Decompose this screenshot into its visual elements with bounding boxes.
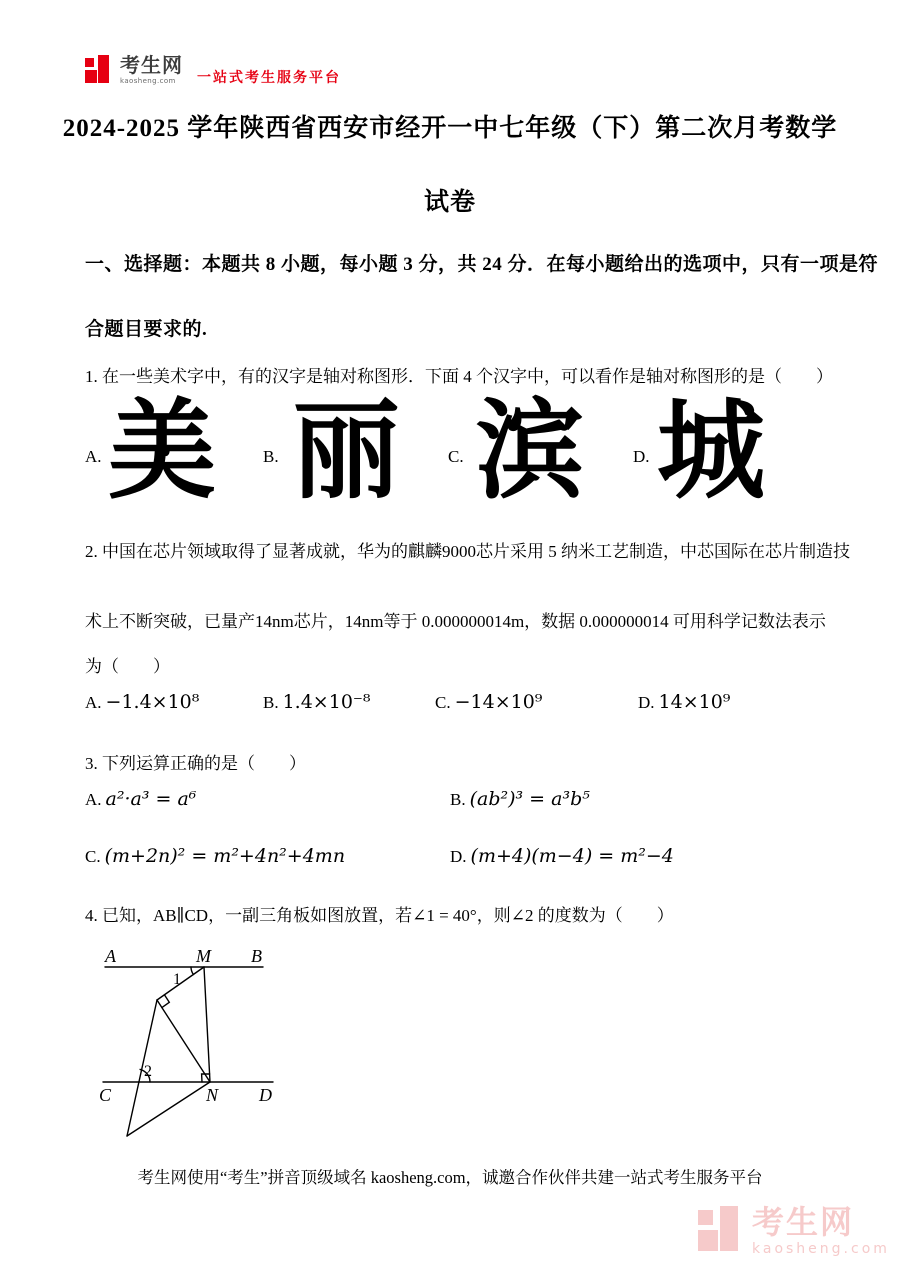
q2-option-d-formula: 14×10⁹ [658, 691, 731, 713]
segment-QN [127, 1082, 210, 1136]
q3-option-a-formula: a²·a³ = a⁶ [105, 788, 197, 810]
logo-block-icon [98, 55, 109, 83]
q2-option-c-label: C. [435, 693, 451, 712]
q3-option-a [85, 788, 196, 810]
angle1-arc [191, 967, 193, 975]
q1-option-d-char: 城 [657, 389, 766, 514]
q2-stem-line2: 术上不断突破，已量产14nm芯片，14nm等于 0.000000014m，数据 0.000000014 可用科学记数法表示 [85, 612, 826, 631]
figure-label-B: B [251, 946, 262, 966]
logo-domain: kaosheng.com [120, 77, 176, 85]
section-heading-line1: 一、选择题：本题共 8 小题，每小题 3 分，共 24 分．在每小题给出的选项中，只有一项是符 [85, 254, 879, 275]
segment-PQ [127, 1000, 157, 1136]
q3-option-a-label: A. [85, 790, 102, 809]
page-title-line1: 2024-2025 学年陕西省西安市经开一中七年级（下）第二次月考数学 [62, 115, 838, 142]
q1-option-d-label: D. [633, 447, 650, 466]
segment-PN [157, 1000, 210, 1082]
watermark-domain: kaosheng.com [752, 1241, 890, 1257]
q3-option-b [450, 788, 590, 810]
figure-label-N: N [206, 1085, 219, 1105]
watermark-block-icon [698, 1230, 718, 1251]
q4-stem: 4. 已知，AB∥CD，一副三角板如图放置，若∠1 = 40°，则∠2 的度数为（ ） [85, 906, 674, 925]
segment-MN [204, 967, 210, 1082]
q1-option-c-char: 滨 [476, 389, 585, 514]
figure-label-D: D [259, 1085, 272, 1105]
q2-option-b [263, 691, 371, 713]
q2-option-a-label: A. [85, 693, 102, 712]
q2-option-b-formula: 1.4×10⁻⁸ [282, 691, 371, 713]
logo-text-group [120, 55, 183, 85]
q1-option-c-label: C. [448, 447, 464, 466]
section-heading-line2: 合题目要求的. [85, 319, 208, 340]
kaosheng-watermark [698, 1203, 890, 1258]
q3-option-d [450, 845, 674, 867]
q2-stem-line1: 2. 中国在芯片领域取得了显著成就，华为的麒麟9000芯片采用 5 纳米工艺制造，中芯国际在芯片制造技 [85, 542, 850, 561]
q1-option-a-label: A. [85, 447, 102, 466]
figure-angle2-label: 2 [144, 1063, 152, 1080]
q1-stem: 1. 在一些美术字中，有的汉字是轴对称图形．下面 4 个汉字中，可以看作是轴对称图形的是（ ） [85, 367, 833, 386]
q1-option-b-label: B. [263, 447, 279, 466]
q3-option-d-formula: (m+4)(m−4) = m²−4 [470, 845, 674, 867]
q2-option-a-formula: −1.4×10⁸ [105, 691, 200, 713]
watermark-brand: 考生网 [752, 1203, 855, 1241]
q2-option-d [638, 691, 730, 713]
q3-option-c-formula: (m+2n)² = m²+4n²+4mn [104, 845, 346, 867]
kaosheng-logo-icon [85, 55, 113, 87]
q4-geometry-figure [85, 942, 315, 1157]
q3-stem: 3. 下列运算正确的是（ ） [85, 754, 306, 773]
logo-block-icon [85, 70, 97, 83]
q3-option-b-label: B. [450, 790, 466, 809]
q1-option-a-char: 美 [108, 389, 217, 514]
q2-option-c-formula: −14×10⁹ [454, 691, 543, 713]
logo-tagline: 一站式考生服务平台 [197, 70, 341, 86]
figure-label-A: A [105, 946, 116, 966]
q3-option-c-label: C. [85, 847, 101, 866]
figure-label-M: M [196, 946, 211, 966]
watermark-block-icon [698, 1210, 713, 1225]
q2-option-d-label: D. [638, 693, 655, 712]
footer-text: 考生网使用“考生”拼音顶级域名 kaosheng.com，诚邀合作伙伴共建一站式考生服务平台 [137, 1168, 763, 1187]
q3-option-c [85, 845, 345, 867]
q3-option-d-label: D. [450, 847, 467, 866]
figure-label-C: C [99, 1085, 112, 1105]
watermark-block-icon [720, 1206, 738, 1251]
right-angle-mark-P [162, 995, 169, 1008]
figure-angle1-label: 1 [173, 971, 181, 988]
logo-block-icon [85, 58, 94, 67]
q1-option-b-char: 丽 [292, 389, 401, 514]
watermark-logo-icon [698, 1206, 742, 1258]
q3-option-b-formula: (ab²)³ = a³b⁵ [469, 788, 590, 810]
q2-stem-line3: 为（ ） [85, 657, 170, 676]
q2-option-b-label: B. [263, 693, 279, 712]
q2-option-c [435, 691, 542, 713]
logo-brand: 考生网 [120, 53, 183, 77]
q2-option-a [85, 691, 199, 713]
watermark-text-group [752, 1203, 890, 1257]
kaosheng-logo [85, 55, 341, 87]
page-title-line2: 试卷 [423, 189, 476, 216]
